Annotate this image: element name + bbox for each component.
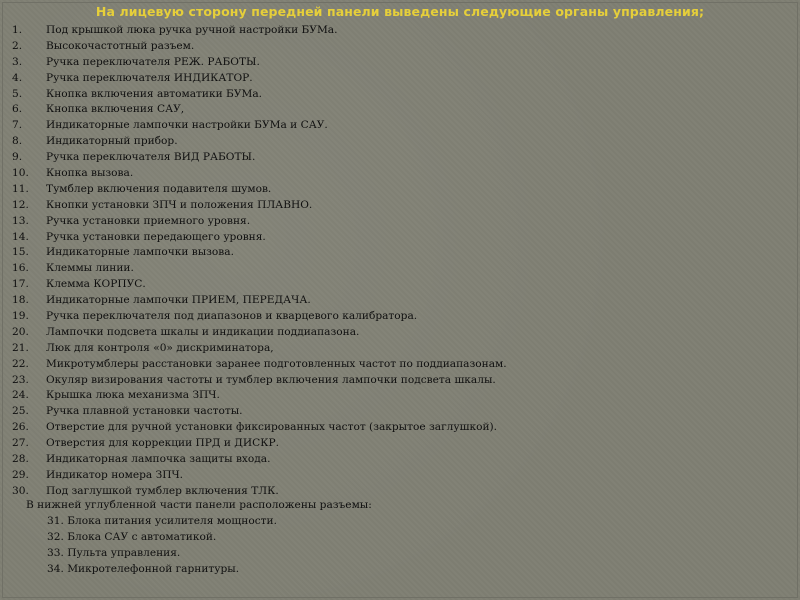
list-item (12, 182, 507, 198)
item-text: Индикаторные лампочки ПРИЕМ, ПЕРЕДАЧА. (46, 294, 311, 307)
item-text: Ручка установки передающего уровня. (46, 230, 266, 243)
item-number: 1. (12, 24, 23, 36)
item-number: 17. (12, 278, 29, 291)
item-text: Тумблер включения подавителя шумов. (46, 182, 272, 195)
list-item (12, 341, 507, 357)
item-text: Кнопка включения автоматики БУМа. (46, 87, 263, 100)
item-number: 16. (12, 262, 29, 275)
item-text: Клеммы линии. (46, 262, 134, 275)
item-number: 27. (12, 437, 29, 450)
item-number: 30. (12, 484, 29, 497)
list-item (12, 150, 507, 166)
item-number: 9. (12, 151, 23, 164)
list-item (12, 325, 507, 341)
item-text: Индикаторный прибор. (46, 135, 178, 148)
item-number: 15. (12, 246, 29, 259)
item-number: 4. (12, 71, 23, 84)
item-number: 20. (12, 325, 29, 338)
item-text: Ручка переключателя РЕЖ. РАБОТЫ. (46, 55, 260, 68)
list-item (12, 357, 507, 373)
list-item (12, 166, 507, 182)
item-number: 28. (12, 453, 29, 466)
list-item (12, 293, 507, 309)
item-text: Ручка переключателя под диапазонов и кварцевого калибратора. (46, 310, 418, 323)
list-item (12, 118, 507, 134)
list-item (12, 277, 507, 293)
list-item (12, 373, 507, 389)
item-text: Крышка люка механизма ЗПЧ. (46, 389, 220, 402)
item-number: 22. (12, 357, 29, 370)
item-text: Кнопка вызова. (46, 167, 134, 180)
item-text: Индикаторные лампочки вызова. (46, 246, 234, 259)
item-number: 6. (12, 103, 23, 116)
item-number: 26. (12, 421, 29, 434)
item-number: 13. (12, 214, 29, 227)
connector-item: 33. Пульта управления. (47, 546, 181, 559)
list-item (12, 134, 507, 150)
item-text: Отверстие для ручной установки фиксированных частот (закрытое заглушкой). (46, 421, 498, 434)
item-number: 2. (12, 39, 23, 52)
item-number: 18. (12, 294, 29, 307)
connector-item: 32. Блока САУ с автоматикой. (47, 530, 217, 543)
controls-list (12, 23, 507, 500)
list-item (12, 87, 507, 103)
list-item (12, 436, 507, 452)
list-item (12, 198, 507, 214)
item-text: Кнопки установки ЗПЧ и положения ПЛАВНО. (46, 198, 313, 211)
list-item (12, 214, 507, 230)
list-item (12, 468, 507, 484)
item-number: 29. (12, 468, 29, 481)
item-text: Окуляр визирования частоты и тумблер включения лампочки подсвета шкалы. (46, 373, 496, 386)
list-item (12, 309, 507, 325)
item-text: Ручка плавной установки частоты. (46, 405, 243, 418)
list-item (12, 55, 507, 71)
connector-item: 31. Блока питания усилителя мощности. (47, 515, 277, 527)
item-text: Клемма КОРПУС. (46, 278, 146, 291)
item-number: 5. (12, 87, 23, 100)
item-number: 3. (12, 55, 23, 68)
connector-item: 34. Микротелефонной гарнитуры. (47, 562, 240, 575)
item-text: Ручка переключателя ИНДИКАТОР. (46, 71, 253, 84)
list-item (12, 102, 507, 118)
connectors-intro: В нижней углубленной части панели расположены разъемы: (26, 499, 372, 511)
list-item (12, 39, 507, 55)
connectors-list (47, 514, 277, 578)
item-text: Под заглушкой тумблер включения ТЛК. (46, 484, 279, 497)
item-number: 19. (12, 310, 29, 323)
item-text: Лампочки подсвета шкалы и индикации поддиапазона. (46, 325, 360, 338)
item-text: Индикаторная лампочка защиты входа. (46, 453, 271, 466)
slide-title: На лицевую сторону передней панели выведены следующие органы управления; (95, 4, 705, 19)
item-number: 7. (12, 119, 23, 132)
item-text: Высокочастотный разъем. (46, 39, 195, 52)
list-item (12, 388, 507, 404)
list-item (12, 420, 507, 436)
list-item (12, 23, 507, 39)
item-number: 14. (12, 230, 29, 243)
list-item (12, 230, 507, 246)
item-number: 21. (12, 341, 29, 354)
list-item (12, 404, 507, 420)
item-text: Ручка переключателя ВИД РАБОТЫ. (46, 151, 256, 164)
item-text: Ручка установки приемного уровня. (46, 214, 251, 227)
list-item (12, 71, 507, 87)
item-text: Под крышкой люка ручка ручной настройки БУМа. (46, 24, 338, 36)
item-text: Отверстия для коррекции ПРД и ДИСКР. (46, 437, 279, 450)
item-text: Люк для контроля «0» дискриминатора, (46, 341, 274, 354)
item-number: 12. (12, 198, 29, 211)
item-text: Кнопка включения САУ, (46, 103, 185, 116)
item-number: 11. (12, 182, 29, 195)
item-number: 24. (12, 389, 29, 402)
item-number: 8. (12, 135, 23, 148)
item-number: 10. (12, 167, 29, 180)
list-item (12, 261, 507, 277)
item-number: 23. (12, 373, 29, 386)
item-text: Микротумблеры расстановки заранее подготовленных частот по поддиапазонам. (46, 357, 507, 370)
list-item (12, 452, 507, 468)
item-number: 25. (12, 405, 29, 418)
item-text: Индикатор номера ЗПЧ. (46, 468, 184, 481)
item-text: Индикаторные лампочки настройки БУМа и САУ. (46, 119, 328, 132)
list-item (12, 245, 507, 261)
